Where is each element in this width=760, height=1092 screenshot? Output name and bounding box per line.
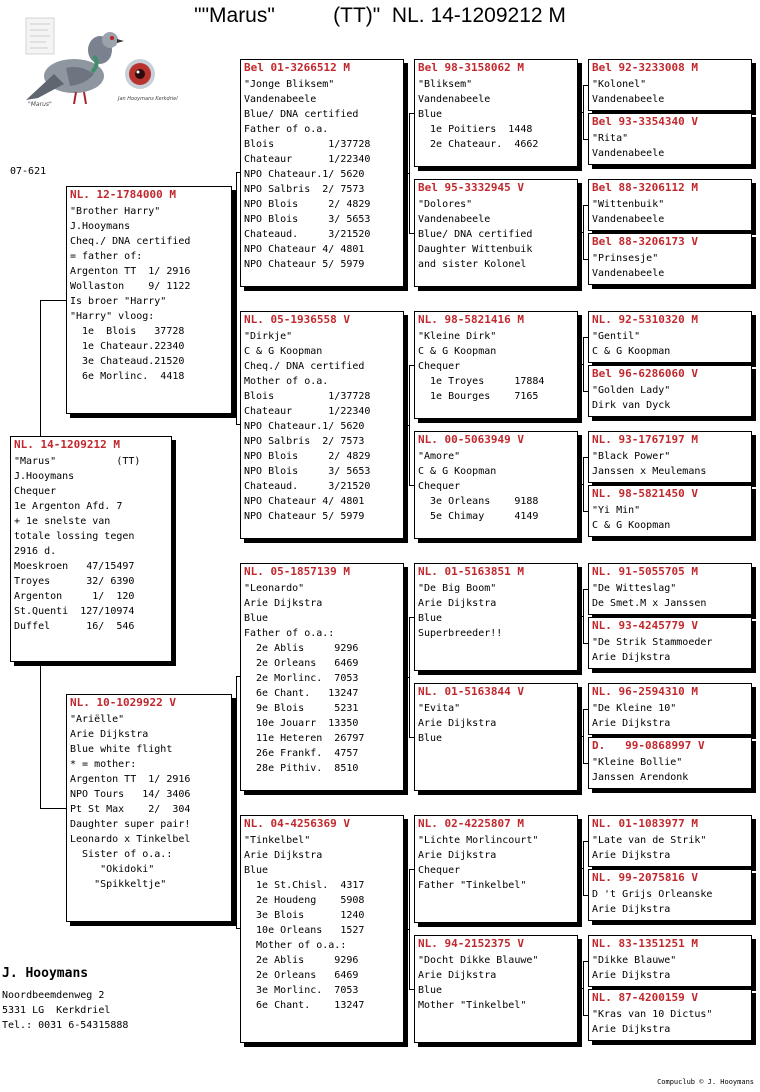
connector-line	[40, 808, 66, 809]
pigeon-icon	[18, 14, 178, 112]
pedigree-line: 10e Orleans 1527	[244, 925, 365, 936]
pedigree-line: Wollaston 9/ 1122	[70, 281, 191, 292]
pedigree-line: J.Hooymans	[70, 221, 131, 232]
pedigree-box-b9	[414, 311, 578, 419]
pedigree-box-b18	[588, 233, 752, 285]
pedigree-line: Father of o.a.:	[244, 628, 335, 639]
pedigree-box-b10	[414, 431, 578, 539]
pedigree-line: * = mother:	[70, 759, 137, 770]
pedigree-box-b12	[414, 683, 578, 791]
pedigree-line: J.Hooymans	[14, 471, 75, 482]
pedigree-box-b21	[588, 431, 752, 483]
pedigree-box-b27	[588, 815, 752, 867]
pedigree-line: "Gentil"	[592, 331, 641, 342]
connector-line	[578, 484, 583, 485]
pedigree-line: NPO Blois 3/ 5653	[244, 214, 371, 225]
ring-number: NL. 91-5055705 M	[592, 565, 698, 578]
pedigree-line: Blue/ DNA certified	[418, 229, 533, 240]
pedigree-line: 5e Chimay 4149	[418, 511, 539, 522]
pedigree-line: Moeskroen 47/15497	[14, 561, 135, 572]
pedigree-line: Argenton TT 1/ 2916	[70, 266, 191, 277]
pigeon-logo	[18, 14, 178, 112]
pedigree-line: 1e Poitiers 1448	[418, 124, 533, 135]
connector-line	[404, 677, 409, 678]
pedigree-line: "De Kleine 10"	[592, 703, 677, 714]
ring-number: NL. 00-5063949 V	[418, 433, 524, 446]
pedigree-line: Arie Dijkstra	[244, 850, 323, 861]
pedigree-box-b2	[66, 694, 232, 922]
ring-number: NL. 05-1857139 M	[244, 565, 350, 578]
pedigree-line: Blue	[244, 865, 269, 876]
pedigree-line: "Black Power"	[592, 451, 671, 462]
ring-number: NL. 01-5163851 M	[418, 565, 524, 578]
pedigree-line: Vandenabeele	[418, 94, 491, 105]
pedigree-line: 9e Blois 5231	[244, 703, 359, 714]
connector-line	[583, 337, 584, 391]
pedigree-line: Vandenabeele	[244, 94, 317, 105]
ring-number: NL. 93-1767197 M	[592, 433, 698, 446]
pedigree-line: Chateaur 1/22340	[244, 406, 371, 417]
pedigree-box-b26	[588, 737, 752, 789]
connector-line	[578, 616, 583, 617]
pedigree-line: "Rita"	[592, 133, 629, 144]
pedigree-line: 26e Frankf. 4757	[244, 748, 359, 759]
pedigree-line: 2e Orleans 6469	[244, 658, 359, 669]
pedigree-line: 3e Chateaud.21520	[70, 356, 185, 367]
pedigree-box-b25	[588, 683, 752, 735]
pedigree-line: "Okidoki"	[70, 864, 155, 875]
ring-number: NL. 98-5821450 V	[592, 487, 698, 500]
pedigree-line: Vandenabeele	[592, 94, 665, 105]
pedigree-box-b6	[240, 815, 404, 1043]
pedigree-line: Arie Dijkstra	[418, 598, 497, 609]
pedigree-line: C & G Koopman	[244, 346, 323, 357]
ring-number: NL. 87-4200159 V	[592, 991, 698, 1004]
pedigree-line: Arie Dijkstra	[592, 850, 671, 861]
pedigree-line: NPO Chateaur.1/ 5620	[244, 421, 365, 432]
owner-phone: Tel.: 0031 6-54315888	[2, 1020, 129, 1031]
connector-line	[40, 300, 66, 301]
pedigree-line: "Ariëlle"	[70, 714, 125, 725]
pedigree-line: Arie Dijkstra	[592, 904, 671, 915]
pedigree-line: NPO Salbris 2/ 7573	[244, 184, 365, 195]
connector-line	[583, 961, 584, 1015]
pedigree-line: 3e Orleans 9188	[418, 496, 539, 507]
pedigree-line: D 't Grijs Orleanske	[592, 889, 713, 900]
pedigree-line: Pt St Max 2/ 304	[70, 804, 191, 815]
pedigree-line: NPO Blois 3/ 5653	[244, 466, 371, 477]
pedigree-box-b22	[588, 485, 752, 537]
pedigree-line: "Evita"	[418, 703, 461, 714]
ring-number: Bel 88-3206112 M	[592, 181, 698, 194]
pedigree-line: 1e Troyes 17884	[418, 376, 545, 387]
pedigree-line: 6e Chant. 13247	[244, 688, 359, 699]
ring-number: NL. 12-1784000 M	[70, 188, 176, 201]
pedigree-line: Blois 1/37728	[244, 139, 371, 150]
pedigree-box-b23	[588, 563, 752, 615]
pedigree-line: NPO Chateaur 4/ 4801	[244, 244, 365, 255]
pedigree-line: Blue	[418, 109, 443, 120]
pedigree-line: Arie Dijkstra	[592, 970, 671, 981]
pedigree-line: NPO Chateaur 5/ 5979	[244, 511, 365, 522]
pedigree-line: "Brother Harry"	[70, 206, 161, 217]
pedigree-line: "Amore"	[418, 451, 461, 462]
connector-line	[40, 300, 41, 436]
ring-number: NL. 01-1083977 M	[592, 817, 698, 830]
pedigree-line: Leonardo x Tinkelbel	[70, 834, 191, 845]
pedigree-box-b4	[240, 311, 404, 539]
reference-code: 07-621	[10, 166, 47, 177]
pedigree-line: Chateaur 1/22340	[244, 154, 371, 165]
pedigree-line: Blois 1/37728	[244, 391, 371, 402]
pedigree-line: NPO Chateaur 5/ 5979	[244, 259, 365, 270]
pedigree-line: Duffel 16/ 546	[14, 621, 135, 632]
page-title: ""Marus" (TT)" NL. 14-1209212 M	[194, 4, 566, 27]
connector-line	[404, 929, 409, 930]
connector-line	[40, 662, 41, 808]
pedigree-line: "Kleine Dirk"	[418, 331, 497, 342]
pedigree-line: Arie Dijkstra	[418, 970, 497, 981]
pedigree-line: Chateaud. 3/21520	[244, 229, 371, 240]
pedigree-line: 11e Heteren 26797	[244, 733, 365, 744]
pedigree-line: Blue	[418, 985, 443, 996]
pedigree-line: totale lossing tegen	[14, 531, 135, 542]
pedigree-line: Arie Dijkstra	[244, 598, 323, 609]
pedigree-line: Troyes 32/ 6390	[14, 576, 135, 587]
svg-text:Jan Hooymans Kerkdriel: Jan Hooymans Kerkdriel	[118, 96, 178, 102]
ring-number: NL. 83-1351251 M	[592, 937, 698, 950]
connector-line	[583, 205, 584, 259]
pedigree-line: "Prinsesje"	[592, 253, 659, 264]
pedigree-line: Arie Dijkstra	[70, 729, 149, 740]
pedigree-line: "Late van de Strik"	[592, 835, 707, 846]
pedigree-line: Is broer "Harry"	[70, 296, 167, 307]
connector-line	[578, 736, 583, 737]
pedigree-line: Father of o.a.	[244, 124, 329, 135]
pedigree-line: Mother "Tinkelbel"	[418, 1000, 527, 1011]
pedigree-line: "Dikke Blauwe"	[592, 955, 677, 966]
pedigree-line: NPO Chateaur.1/ 5620	[244, 169, 365, 180]
connector-line	[583, 85, 584, 139]
ring-number: NL. 93-4245779 V	[592, 619, 698, 632]
pedigree-line: 2e Orleans 6469	[244, 970, 359, 981]
ring-number: NL. 01-5163844 V	[418, 685, 524, 698]
connector-line	[578, 364, 583, 365]
pedigree-line: 1e Bourges 7165	[418, 391, 539, 402]
pedigree-line: Daughter Wittenbuik	[418, 244, 533, 255]
pedigree-box-b16	[588, 113, 752, 165]
ring-number: NL. 02-4225807 M	[418, 817, 524, 830]
pedigree-line: 1e Argenton Afd. 7	[14, 501, 123, 512]
pedigree-line: Arie Dijkstra	[418, 850, 497, 861]
pedigree-line: Chequer	[14, 486, 57, 497]
pedigree-line: Vandenabeele	[592, 214, 665, 225]
ring-number: Bel 01-3266512 M	[244, 61, 350, 74]
pedigree-line: 6e Chant. 13247	[244, 1000, 365, 1011]
pedigree-line: Vandenabeele	[592, 148, 665, 159]
ring-number: Bel 92-3233008 M	[592, 61, 698, 74]
pedigree-line: Chequer	[418, 481, 461, 492]
connector-line	[583, 841, 584, 895]
pedigree-box-b24	[588, 617, 752, 669]
connector-line	[232, 300, 236, 301]
pedigree-line: Arie Dijkstra	[592, 718, 671, 729]
pedigree-line: Vandenabeele	[418, 214, 491, 225]
pedigree-box-b0	[10, 436, 172, 662]
pedigree-line: 2e Chateaur. 4662	[418, 139, 539, 150]
connector-line	[578, 868, 583, 869]
ring-number: NL. 04-4256369 V	[244, 817, 350, 830]
pedigree-line: Arie Dijkstra	[592, 1024, 671, 1035]
pedigree-box-b29	[588, 935, 752, 987]
pedigree-line: "De Strik Stammoeder	[592, 637, 713, 648]
pedigree-line: 3e Morlinc. 7053	[244, 985, 359, 996]
pedigree-line: 10e Jouarr 13350	[244, 718, 359, 729]
connector-line	[578, 988, 583, 989]
pedigree-line: "Tinkelbel"	[244, 835, 311, 846]
pedigree-line: Dirk van Dyck	[592, 400, 671, 411]
pedigree-line: Chequer	[418, 865, 461, 876]
pedigree-box-b7	[414, 59, 578, 167]
pedigree-line: De Smet.M x Janssen	[592, 598, 707, 609]
ring-number: NL. 98-5821416 M	[418, 313, 524, 326]
pedigree-line: C & G Koopman	[592, 520, 671, 531]
pedigree-box-b30	[588, 989, 752, 1041]
pedigree-line: 3e Blois 1240	[244, 910, 365, 921]
copyright: Compuclub © J. Hooymans	[657, 1078, 754, 1086]
pedigree-line: "Leonardo"	[244, 583, 305, 594]
pedigree-line: Janssen Arendonk	[592, 772, 689, 783]
pedigree-line: "Kleine Bollie"	[592, 757, 683, 768]
pedigree-line: "Spikkeltje"	[70, 879, 167, 890]
svg-text:"Marus": "Marus"	[28, 101, 52, 108]
pedigree-line: NPO Blois 2/ 4829	[244, 199, 371, 210]
pedigree-line: "Dirkje"	[244, 331, 293, 342]
pedigree-line: "Kolonel"	[592, 79, 647, 90]
pedigree-line: "Jonge Bliksem"	[244, 79, 335, 90]
pedigree-box-b15	[588, 59, 752, 111]
pedigree-line: Argenton TT 1/ 2916	[70, 774, 191, 785]
pedigree-box-b17	[588, 179, 752, 231]
pedigree-line: Blue	[418, 613, 443, 624]
pedigree-line: "Bliksem"	[418, 79, 473, 90]
pedigree-line: "Marus" (TT)	[14, 456, 141, 467]
pedigree-box-b19	[588, 311, 752, 363]
pedigree-box-b5	[240, 563, 404, 791]
pedigree-line: C & G Koopman	[592, 346, 671, 357]
pedigree-line: "Kras van 10 Dictus"	[592, 1009, 713, 1020]
ring-number: Bel 93-3354340 V	[592, 115, 698, 128]
pedigree-line: "Lichte Morlincourt"	[418, 835, 539, 846]
pedigree-line: Vandenabeele	[592, 268, 665, 279]
owner-postcode: 5331 LG Kerkdriel	[2, 1005, 111, 1016]
pedigree-line: "De Witteslag"	[592, 583, 677, 594]
connector-line	[236, 676, 237, 928]
pedigree-box-b28	[588, 869, 752, 921]
pedigree-line: Father "Tinkelbel"	[418, 880, 527, 891]
connector-line	[583, 709, 584, 763]
pedigree-line: 1e St.Chisl. 4317	[244, 880, 365, 891]
pedigree-box-b11	[414, 563, 578, 671]
ring-number: NL. 94-2152375 V	[418, 937, 524, 950]
pedigree-box-b3	[240, 59, 404, 287]
connector-line	[583, 457, 584, 511]
ring-number: NL. 96-2594310 M	[592, 685, 698, 698]
pedigree-box-b14	[414, 935, 578, 1043]
ring-number: NL. 10-1029922 V	[70, 696, 176, 709]
pedigree-line: Blue	[418, 733, 443, 744]
pedigree-line: Chateaud. 3/21520	[244, 481, 371, 492]
pedigree-line: "De Big Boom"	[418, 583, 497, 594]
pedigree-line: "Wittenbuik"	[592, 199, 665, 210]
ring-number: NL. 92-5310320 M	[592, 313, 698, 326]
pedigree-line: Mother of o.a.:	[244, 940, 347, 951]
ring-number: Bel 98-3158062 M	[418, 61, 524, 74]
ring-number: NL. 14-1209212 M	[14, 438, 120, 451]
pedigree-line: 1e Blois 37728	[70, 326, 185, 337]
pedigree-line: "Docht Dikke Blauwe"	[418, 955, 539, 966]
connector-line	[232, 808, 236, 809]
pedigree-line: St.Quenti 127/10974	[14, 606, 135, 617]
pedigree-line: "Dolores"	[418, 199, 473, 210]
pedigree-line: Cheq./ DNA certified	[244, 361, 365, 372]
pedigree-line: 28e Pithiv. 8510	[244, 763, 359, 774]
connector-line	[578, 232, 583, 233]
pedigree-box-b20	[588, 365, 752, 417]
pedigree-line: 2e Ablis 9296	[244, 643, 359, 654]
pedigree-line: NPO Salbris 2/ 7573	[244, 436, 365, 447]
pedigree-line: + 1e snelste van	[14, 516, 111, 527]
connector-line	[236, 172, 237, 424]
connector-line	[404, 425, 409, 426]
pedigree-line: Mother of o.a.	[244, 376, 329, 387]
pedigree-line: Blue white flight	[70, 744, 173, 755]
pedigree-line: C & G Koopman	[418, 346, 497, 357]
pedigree-line: and sister Kolonel	[418, 259, 527, 270]
connector-line	[578, 112, 583, 113]
pedigree-line: 1e Chateaur.22340	[70, 341, 185, 352]
pedigree-line: NPO Tours 14/ 3406	[70, 789, 191, 800]
pedigree-box-b1	[66, 186, 232, 414]
pedigree-line: 6e Morlinc. 4418	[70, 371, 185, 382]
connector-line	[583, 589, 584, 643]
pedigree-line: C & G Koopman	[418, 466, 497, 477]
ring-number: Bel 96-6286060 V	[592, 367, 698, 380]
connector-line	[409, 365, 410, 485]
pedigree-line: Sister of o.a.:	[70, 849, 173, 860]
connector-line	[404, 173, 409, 174]
pedigree-line: Argenton 1/ 120	[14, 591, 135, 602]
pedigree-line: 2916 d.	[14, 546, 57, 557]
pedigree-box-b13	[414, 815, 578, 923]
connector-line	[409, 869, 410, 989]
pedigree-line: "Yi Min"	[592, 505, 641, 516]
pedigree-line: "Harry" vloog:	[70, 311, 155, 322]
owner-address: Noordbeemdenweg 2	[2, 990, 105, 1001]
pedigree-line: Superbreeder!!	[418, 628, 503, 639]
pedigree-line: Chequer	[418, 361, 461, 372]
pedigree-line: "Golden Lady"	[592, 385, 671, 396]
pedigree-line: Blue/ DNA certified	[244, 109, 359, 120]
pedigree-line: 2e Ablis 9296	[244, 955, 359, 966]
ring-number: Bel 88-3206173 V	[592, 235, 698, 248]
ring-number: Bel 95-3332945 V	[418, 181, 524, 194]
pedigree-line: Daughter super pair!	[70, 819, 191, 830]
pedigree-line: NPO Blois 2/ 4829	[244, 451, 371, 462]
owner-name: J. Hooymans	[2, 966, 89, 981]
owner-info	[2, 966, 128, 1033]
connector-line	[409, 113, 410, 233]
ring-number: NL. 05-1936558 V	[244, 313, 350, 326]
pedigree-line: 2e Morlinc. 7053	[244, 673, 359, 684]
pedigree-line: Arie Dijkstra	[592, 652, 671, 663]
ring-number: NL. 99-2075816 V	[592, 871, 698, 884]
pedigree-line: = father of:	[70, 251, 143, 262]
pedigree-box-b8	[414, 179, 578, 287]
ring-number: D. 99-0868997 V	[592, 739, 705, 752]
pedigree-line: Cheq./ DNA certified	[70, 236, 191, 247]
connector-line	[409, 617, 410, 737]
pedigree-line: 2e Houdeng 5908	[244, 895, 365, 906]
pedigree-line: Janssen x Meulemans	[592, 466, 707, 477]
pedigree-line: Arie Dijkstra	[418, 718, 497, 729]
pedigree-line: Blue	[244, 613, 269, 624]
pedigree-line: NPO Chateaur 4/ 4801	[244, 496, 365, 507]
